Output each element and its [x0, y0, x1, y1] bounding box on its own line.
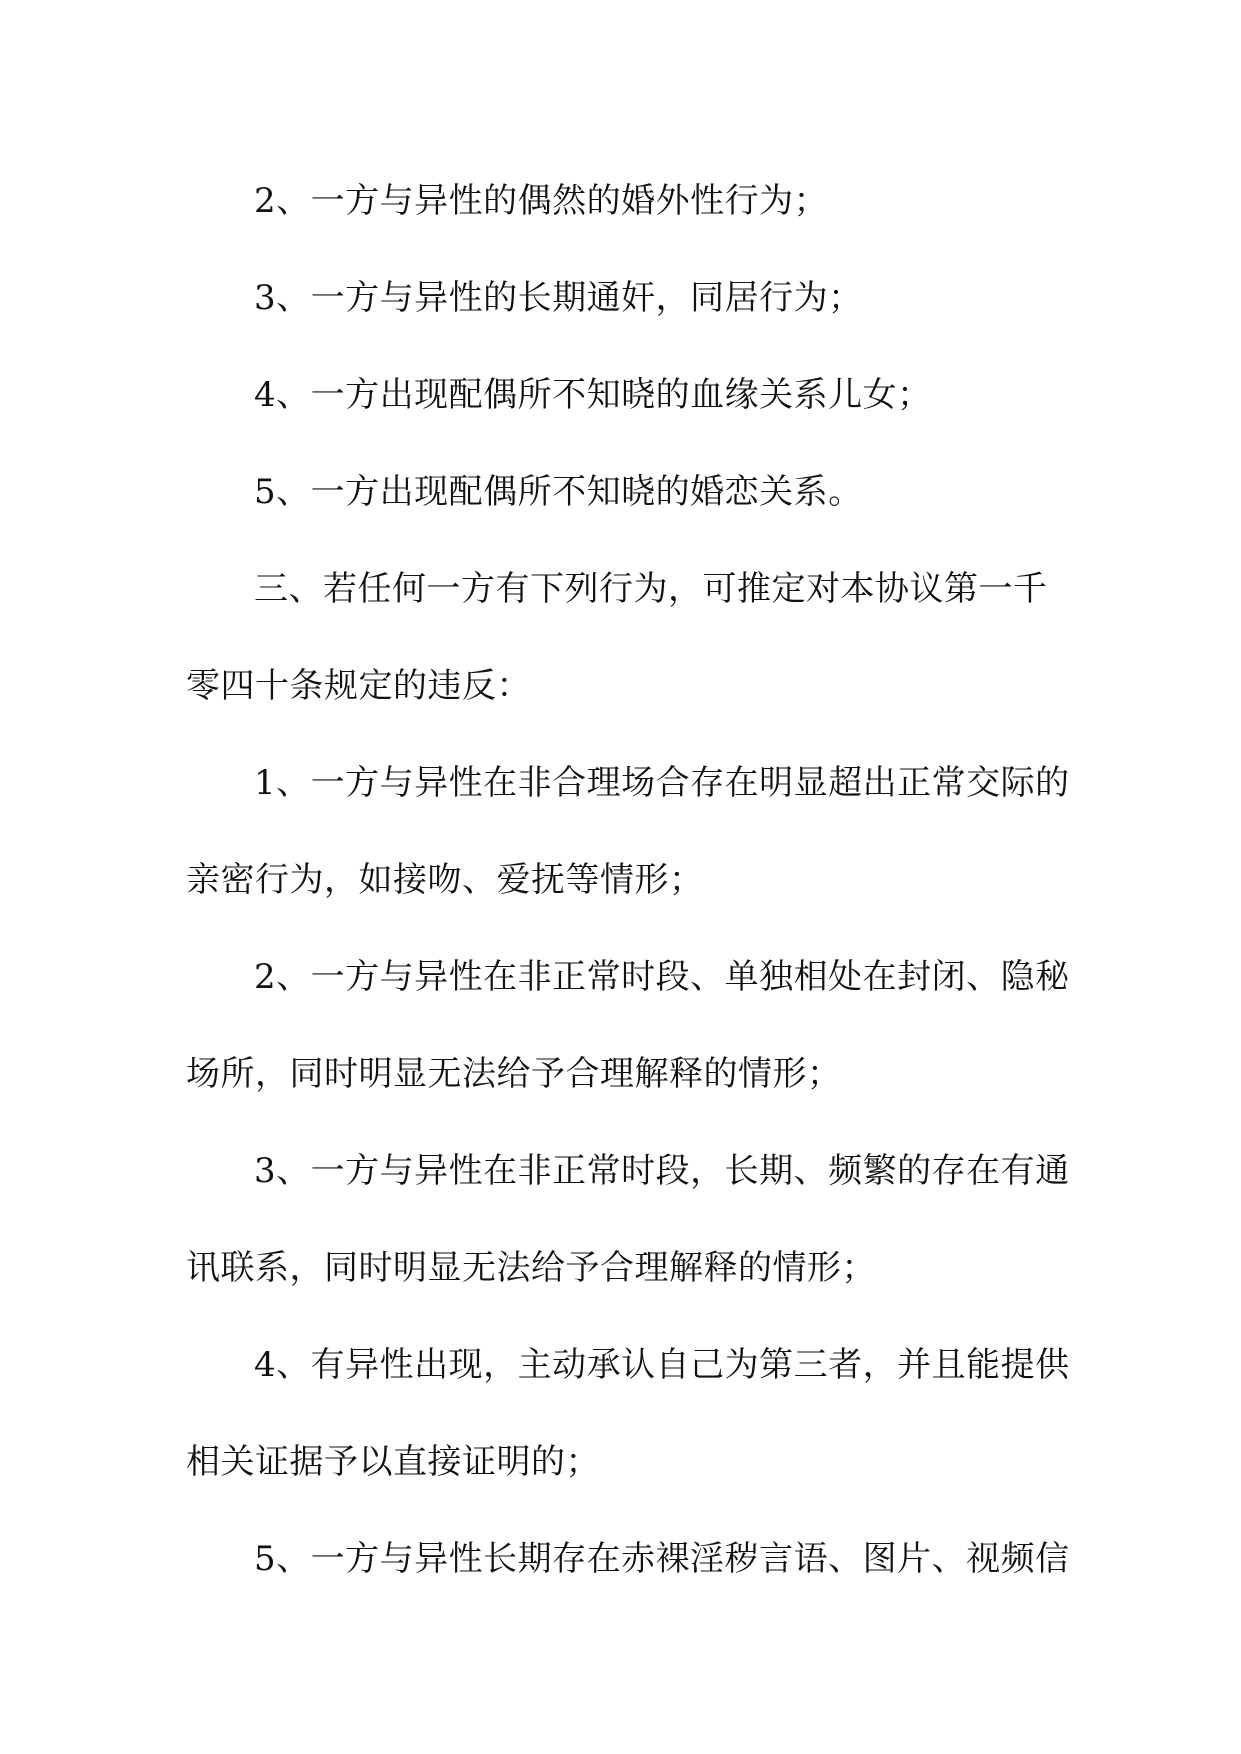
text-line: 4、一方出现配偶所不知晓的血缘关系儿女； [254, 375, 932, 415]
text-line: 1、一方与异性在非合理场合存在明显超出正常交际的 [254, 763, 1070, 803]
text-line: 4、有异性出现，主动承认自己为第三者，并且能提供 [254, 1345, 1070, 1385]
text-line: 讯联系，同时明显无法给予合理解释的情形； [186, 1248, 876, 1288]
text-line: 5、一方出现配偶所不知晓的婚恋关系。 [254, 472, 863, 512]
text-line: 3、一方与异性的长期通奸，同居行为； [254, 278, 863, 318]
text-line: 3、一方与异性在非正常时段，长期、频繁的存在有通 [254, 1151, 1070, 1191]
text-line: 零四十条规定的违反： [186, 666, 531, 706]
text-line: 2、一方与异性的偶然的婚外性行为； [254, 181, 829, 221]
text-line: 三、若任何一方有下列行为，可推定对本协议第一千 [254, 569, 1048, 609]
text-line: 亲密行为，如接吻、爱抚等情形； [186, 860, 704, 900]
text-line: 5、一方与异性长期存在赤裸淫秽言语、图片、视频信 [254, 1539, 1070, 1579]
text-line: 相关证据予以直接证明的； [186, 1442, 600, 1482]
text-line: 2、一方与异性在非正常时段、单独相处在封闭、隐秘 [254, 957, 1070, 997]
text-line: 场所，同时明显无法给予合理解释的情形； [186, 1054, 842, 1094]
